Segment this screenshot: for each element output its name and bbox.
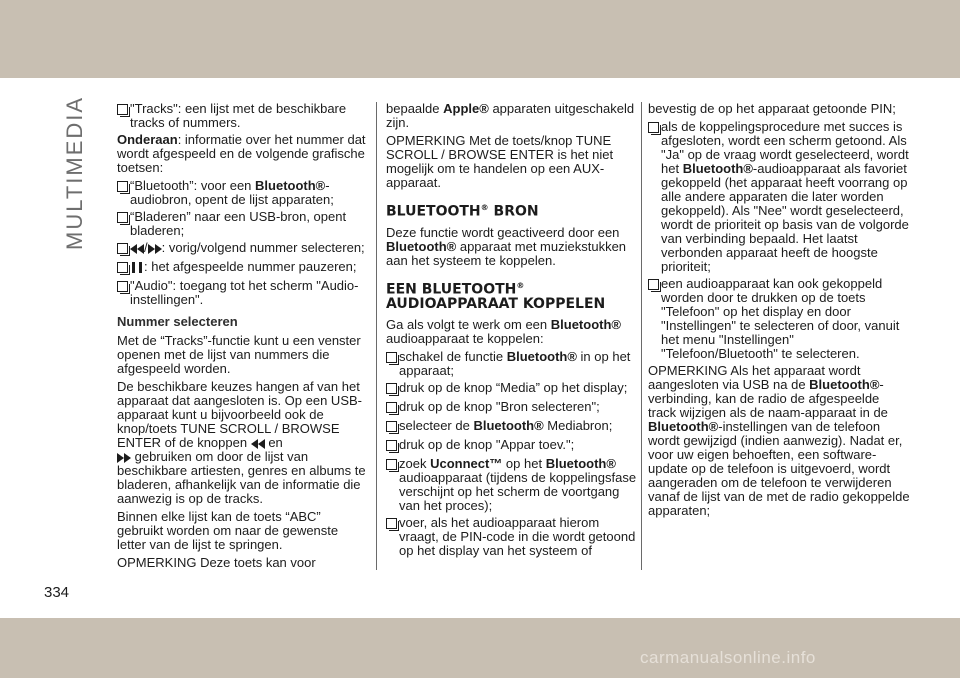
paragraph: Binnen elke lijst kan de toets “ABC” gebruikt worden om naar de gewenste letter van de lijst te springen. <box>117 509 339 552</box>
bullet-text: voer, als het audioapparaat hierom vraagt, de PIN-code in die wordt getoond op het display van het systeem of <box>399 515 636 559</box>
list-item <box>386 419 638 435</box>
paragraph: OPMERKING Met de toets/knop TUNE SCROLL / BROWSE ENTER is het niet mogelijk om te handelen op een AUX-apparaat. <box>386 133 614 190</box>
column-divider <box>641 102 642 570</box>
list-item <box>117 241 367 257</box>
list-item <box>648 120 910 274</box>
list-item <box>117 279 367 307</box>
header-band <box>0 0 960 78</box>
paragraph: Met de “Tracks”-functie kunt u een venster openen met de lijst van nummers die afgespeeld worden. <box>117 333 361 376</box>
paragraph: bevestig de op het apparaat getoonde PIN; <box>648 101 896 116</box>
next-track-icon <box>117 453 124 463</box>
list-item <box>117 179 367 207</box>
next-track-icon <box>124 453 131 463</box>
previous-track-icon <box>251 439 258 449</box>
next-track-icon <box>155 244 162 254</box>
bullet-text: een audioapparaat kan ook gekoppeld worden door te drukken op de toets "Telefoon" op het display en door "Instellingen" te selecteren of door, vanuit het menu "Instellingen" "Telefoon/Bluetooth" te selecteren. <box>661 276 900 361</box>
column-1 <box>117 102 367 574</box>
bullet-box-icon <box>648 277 661 293</box>
footer-band <box>0 618 960 678</box>
bullet-box-icon <box>117 279 130 295</box>
paragraph: bepaalde Apple® apparaten uitgeschakeld zijn. <box>386 101 635 130</box>
next-track-icon <box>148 244 155 254</box>
bullet-box-icon <box>117 179 130 195</box>
list-item <box>386 457 638 513</box>
paragraph: OPMERKING Deze toets kan voor <box>117 555 316 570</box>
bullet-box-icon <box>386 400 399 416</box>
watermark: carmanualsonline.info <box>640 648 816 667</box>
bullet-box-icon <box>386 419 399 435</box>
column-divider <box>376 102 377 570</box>
paragraph: OPMERKING Als het apparaat wordt aangesloten via USB na de Bluetooth®-verbinding, kan de radio de afgespeelde track wijzigen als de naam-apparaat in de Bluetooth®-instellingen van de telefoon wordt gewijzigd (indien aanwezig). Nadat er, voor uw eigen behoeften, een software-update op de telefoon is uitgevoerd, wordt aangeraden om de telefoon te verwijderen vanaf de lijst van de met de radio gekoppelde apparaten; <box>648 363 910 518</box>
subheading: Nummer selecteren <box>117 314 238 329</box>
section-tab <box>62 95 88 250</box>
bullet-text: “Bluetooth”: voor een Bluetooth®-audiobron, opent de lijst apparaten; <box>130 178 334 207</box>
bullet-text: zoek Uconnect™ op het Bluetooth® audioapparaat (tijdens de koppelingsfase verschijnt op het scherm de voortgang van het proces); <box>399 456 637 514</box>
bullet-box-icon <box>386 438 399 454</box>
list-item <box>386 400 638 416</box>
bullet-text: “Bladeren” naar een USB-bron, opent bladeren; <box>130 209 347 238</box>
bullet-box-icon <box>386 457 399 473</box>
section-tab-label: MULTIMEDIA <box>62 95 87 250</box>
paragraph: Ga als volgt te werk om een Bluetooth® audioapparaat te koppelen: <box>386 317 621 347</box>
bullet-text: schakel de functie Bluetooth® in op het apparaat; <box>399 349 631 379</box>
bullet-box-icon <box>117 260 130 276</box>
bullet-box-icon <box>386 516 399 532</box>
column-3 <box>648 102 910 522</box>
bullet-box-icon <box>117 241 130 257</box>
section-heading: BLUETOOTH® BRON <box>386 203 539 220</box>
bullet-text: druk op de knop “Media” op het display; <box>399 380 628 396</box>
list-item <box>386 516 638 558</box>
list-item <box>117 210 367 238</box>
list-item <box>386 438 638 454</box>
bullet-box-icon <box>386 381 399 397</box>
list-item <box>386 381 638 397</box>
list-item <box>117 260 367 276</box>
bullet-text: "Audio": toegang tot het scherm "Audio-instellingen". <box>130 278 359 307</box>
bullet-box-icon <box>117 210 130 226</box>
bullet-box-icon <box>648 120 661 136</box>
bullet-text: "Tracks": een lijst met de beschikbare tracks of nummers. <box>130 101 347 130</box>
previous-track-icon <box>130 244 137 254</box>
previous-track-icon <box>137 244 144 254</box>
list-item <box>386 350 638 378</box>
page-number: 334 <box>44 584 70 601</box>
list-item <box>648 277 910 361</box>
bold-label: Onderaan <box>117 132 178 147</box>
bullet-text: / : vorig/volgend nummer selecteren; <box>130 241 365 255</box>
section-heading: EEN BLUETOOTH® AUDIOAPPARAAT KOPPELEN <box>386 280 606 313</box>
previous-track-icon <box>258 439 265 449</box>
column-2 <box>386 102 638 561</box>
pause-icon <box>130 259 144 274</box>
bullet-box-icon <box>386 350 399 366</box>
list-item <box>117 102 367 130</box>
bullet-text: druk op de knop "Bron selecteren"; <box>399 399 600 415</box>
bullet-text: selecteer de Bluetooth® Mediabron; <box>399 418 613 434</box>
paragraph: De beschikbare keuzes hangen af van het apparaat dat aangesloten is. Op een USB-apparaat kunt u bijvoorbeeld ook de knop/toets TUNE SCROLL / BROWSE ENTER of de knoppen en gebruiken om door de lijst van beschikbare artiesten, genres en albums te bladeren, afhankelijk van de informatie die aanwezig is op de tracks. <box>117 379 366 506</box>
bullet-text: als de koppelingsprocedure met succes is afgesloten, wordt een scherm getoond. Als "Ja" op de vraag wordt geselecteerd, wordt het Bluetooth®-audioapparaat als favoriet gekoppeld (het apparaat heeft voorrang op alle andere apparaten die later worden gekoppeld). Als "Nee" wordt geselecteerd, wordt de prioriteit op basis van de volgorde van verbinding bepaald. Het laatst verbonden apparaat heeft de hoogste prioriteit; <box>661 119 909 274</box>
paragraph: Deze functie wordt geactiveerd door een Bluetooth® apparaat met muziekstukken aan het systeem te koppelen. <box>386 224 627 268</box>
bullet-text: : het afgespeelde nummer pauzeren; <box>130 260 356 274</box>
bullet-text: druk op de knop "Appar toev."; <box>399 437 575 453</box>
bullet-box-icon <box>117 102 130 118</box>
paragraph: Onderaan: informatie over het nummer dat wordt afgespeeld en de volgende grafische toetsen: <box>117 132 366 175</box>
